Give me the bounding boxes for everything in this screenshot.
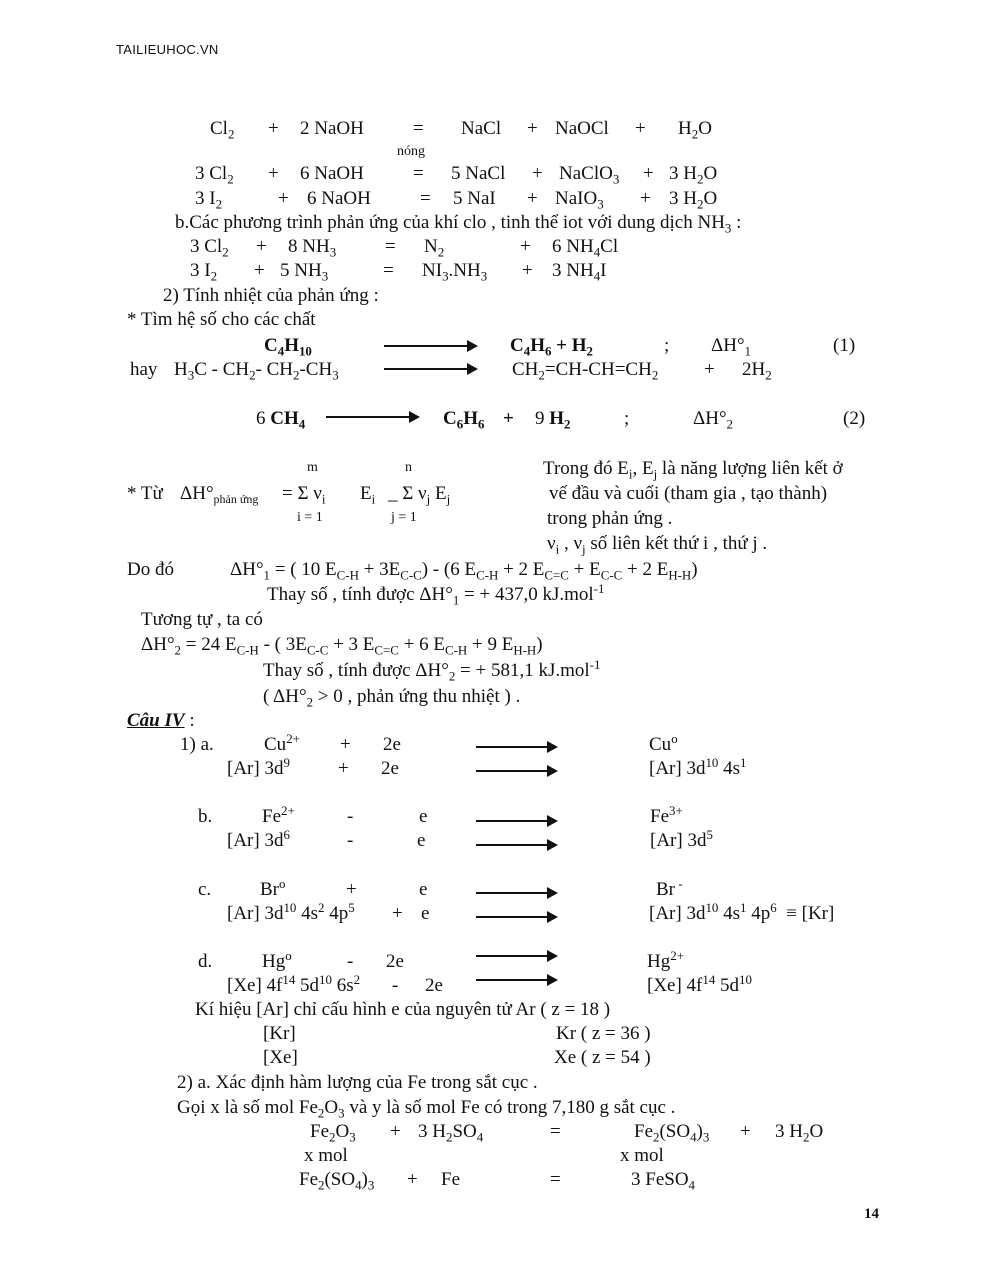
eq1-products: $C_4H_6 + H_2$ bbox=[510, 335, 593, 359]
eq2-number: (2) bbox=[843, 408, 866, 429]
dh2-result: Thay số , tính được $\Delta H^\circ_2$ = + 581,1 kJ.mol$^{-1}$ bbox=[263, 656, 601, 684]
d2-arrow bbox=[476, 979, 556, 981]
part-c-label: c. bbox=[198, 879, 212, 900]
c2-op: + bbox=[392, 903, 403, 924]
therefore-label: Do đó bbox=[127, 559, 174, 580]
note-line4: $\nu_i$ , $\nu_j$ số liên kết thứ i , thứ j . bbox=[547, 533, 768, 557]
a1-reactant: $Cu^{2+}$ bbox=[264, 730, 300, 755]
find-coefficients: * Tìm hệ số cho các chất bbox=[127, 309, 316, 330]
b2-electrons: e bbox=[417, 830, 426, 851]
hay-label: hay bbox=[130, 359, 158, 380]
eq2-enthalpy: $\Delta H^\circ_2$ bbox=[693, 408, 733, 432]
b2-arrow bbox=[476, 844, 556, 846]
b1-op: - bbox=[347, 806, 354, 827]
d1-reactant: Hg$^o$ bbox=[262, 947, 292, 972]
site-header: TAILIEUHOC.VN bbox=[116, 42, 219, 57]
a2-product: [Ar] $3d^{10}$ $4s^1$ bbox=[649, 754, 747, 779]
from-label: * Từ bbox=[127, 483, 163, 504]
d2-electrons: 2e bbox=[425, 975, 443, 996]
a1-arrow bbox=[476, 746, 556, 748]
eq2-products: $C_6H_6$ + 9 $H_2$ bbox=[443, 408, 571, 432]
page-number: 14 bbox=[864, 1206, 879, 1222]
symbol-kr-z: Kr ( z = 36 ) bbox=[556, 1023, 651, 1044]
mol-x-left: x mol bbox=[304, 1145, 348, 1166]
part-d-label: d. bbox=[198, 951, 213, 972]
condition-hot: nóng bbox=[397, 144, 425, 159]
b1-product: $Fe^{3+}$ bbox=[650, 802, 683, 827]
mol-x-right: x mol bbox=[620, 1145, 664, 1166]
c2-product: [Ar] $3d^{10}$ $4s^1$ $4p^6 \equiv [Kr]$ bbox=[649, 899, 835, 924]
sum-upper-n: n bbox=[405, 460, 412, 475]
enthalpy-formula: $\Delta H^\circ_{phản ứng}$ = Σ $\nu_i$ $E_i$ _ Σ $\nu_j$ $E_j$ bbox=[180, 483, 451, 507]
eq1-enthalpy: $\Delta H^\circ_1$ bbox=[711, 335, 751, 359]
reaction-fe2o3-h2so4: $Fe_2O_3$ + 3 $H_2SO_4$ = $Fe_2(SO_4)_3$ + 3 $H_2O$ bbox=[310, 1121, 824, 1145]
sum-lower-j: j = 1 bbox=[391, 510, 417, 525]
note-line3: trong phản ứng . bbox=[547, 508, 673, 529]
eq1-separator: ; bbox=[664, 335, 670, 356]
eq2-arrow bbox=[326, 416, 418, 418]
note-line2: vế đầu và cuối (tham gia , tạo thành) bbox=[549, 483, 828, 504]
butadiene-structure: $CH_2=CH-CH=CH_2$ + $2H_2$ bbox=[512, 359, 772, 383]
heat-title: 2) Tính nhiệt của phản ứng : bbox=[163, 285, 379, 306]
c2-reactant: [Ar] $3d^{10}$ $4s^2$ $4p^5$ bbox=[227, 899, 355, 924]
dh1-expression: $\Delta H^\circ_1$ = ( 10 $E_{C-H} + 3E_{C-C}) - (6$ $E_{C-H} + 2$ $E_{C=C} + E_{C-C} + 2$ $E_{H-H}$) bbox=[230, 559, 698, 583]
d1-op: - bbox=[347, 951, 354, 972]
eq2-reactant: 6 $CH_4$ bbox=[256, 408, 306, 432]
part2a-variables: Gọi x là số mol $Fe_2O_3$ và y là số mol Fe có trong 7,180 g sắt cục . bbox=[177, 1097, 676, 1121]
a1-electrons: 2e bbox=[383, 734, 401, 755]
endothermic-note: ( $\Delta H^\circ_2 > 0$ , phản ứng thu nhiệt ) . bbox=[263, 686, 521, 710]
reaction-i2-naoh: 3 $I_2$ + 6 NaOH = 5 NaI + NaIO$_3$ + 3 $H_2O$ bbox=[195, 188, 718, 212]
a2-reactant: [Ar] $3d^9$ bbox=[227, 754, 290, 779]
c2-arrow bbox=[476, 916, 556, 918]
d2-product: [Xe] $4f^{14}$ $5d^{10}$ bbox=[647, 971, 752, 996]
b2-reactant: [Ar] $3d^6$ bbox=[227, 826, 290, 851]
reaction-cl2-nh3: 3 $Cl_2$ + 8 $NH_3$ = $N_2$ + 6 $NH_4Cl$ bbox=[190, 236, 619, 260]
d2-reactant: [Xe] $4f^{14}$ $5d^{10}$ $6s^2$ bbox=[227, 971, 361, 996]
note-line1: Trong đó $E_i$, $E_j$ là năng lượng liên kết ở bbox=[543, 458, 843, 482]
c1-reactant: Br$^o$ bbox=[260, 875, 286, 900]
d1-electrons: 2e bbox=[386, 951, 404, 972]
dh1-result: Thay số , tính được $\Delta H^\circ_1$ = + 437,0 kJ.mol$^{-1}$ bbox=[267, 580, 605, 608]
eq1-reactant: $C_4H_{10}$ bbox=[264, 335, 312, 359]
d1-arrow bbox=[476, 955, 556, 957]
eq2-separator: ; bbox=[624, 408, 630, 429]
symbol-xe-z: Xe ( z = 54 ) bbox=[554, 1047, 651, 1068]
reaction-i2-nh3: 3 $I_2$ + 5 $NH_3$ = $NI_3.NH_3$ + 3 $NH_4I$ bbox=[190, 260, 607, 284]
a2-electrons: 2e bbox=[381, 758, 399, 779]
b2-op: - bbox=[347, 830, 354, 851]
b1-arrow bbox=[476, 820, 556, 822]
b1-electrons: e bbox=[419, 806, 428, 827]
reaction-fe2so43-fe: $Fe_2(SO_4)_3$ + Fe = 3 FeSO$_4$ bbox=[299, 1169, 695, 1193]
c1-electrons: e bbox=[419, 879, 428, 900]
c2-electrons: e bbox=[421, 903, 430, 924]
part2a-heading: 2) a. Xác định hàm lượng của Fe trong sắt cục . bbox=[177, 1072, 538, 1093]
d1-product: $Hg^{2+}$ bbox=[647, 947, 684, 972]
dh2-expression: $\Delta H^\circ_2 = 24$ $E_{C-H}$ - ( $3E_{C-C} + 3$ $E_{C=C} + 6$ $E_{C-H} + 9$ $E_{H-H}$) bbox=[141, 634, 543, 658]
eq1-arrow bbox=[384, 345, 476, 347]
sum-upper-m: m bbox=[307, 460, 318, 475]
eq1-number: (1) bbox=[833, 335, 856, 356]
part-a-label: 1) a. bbox=[180, 734, 214, 755]
symbol-xe: [Xe] bbox=[263, 1047, 298, 1068]
a1-op: + bbox=[340, 734, 351, 755]
reaction-cl2-naoh: $Cl_2$ + 2 NaOH = NaCl + NaOCl + $H_2O$ bbox=[210, 118, 712, 142]
a2-op: + bbox=[338, 758, 349, 779]
part-b-label: b. bbox=[198, 806, 213, 827]
b1-reactant: $Fe^{2+}$ bbox=[262, 802, 295, 827]
d2-op: - bbox=[392, 975, 399, 996]
eq1b-arrow bbox=[384, 368, 476, 370]
symbol-kr: [Kr] bbox=[263, 1023, 296, 1044]
similarly-label: Tương tự , ta có bbox=[141, 609, 263, 630]
c1-product: Br - bbox=[656, 875, 683, 900]
symbol-ar-note: Kí hiệu [Ar] chỉ cấu hình e của nguyên tử Ar ( z = 18 ) bbox=[195, 999, 611, 1020]
question-iv-title: Câu IV : bbox=[127, 710, 195, 731]
heading-nh3-reactions: b.Các phương trình phản ứng của khí clo , tinh thể iot với dung dịch $NH_3$ : bbox=[175, 212, 742, 236]
b2-product: [Ar] $3d^5$ bbox=[650, 826, 713, 851]
butane-structure: $H_3C - CH_2-$ $CH_2-CH_3$ bbox=[174, 359, 339, 383]
a1-product: Cu$^o$ bbox=[649, 730, 678, 755]
c1-op: + bbox=[346, 879, 357, 900]
sum-lower-i: i = 1 bbox=[297, 510, 323, 525]
a2-arrow bbox=[476, 770, 556, 772]
c1-arrow bbox=[476, 892, 556, 894]
reaction-cl2-naoh-hot: 3 $Cl_2$ + 6 NaOH = 5 NaCl + NaClO$_3$ + 3 $H_2O$ bbox=[195, 163, 718, 187]
